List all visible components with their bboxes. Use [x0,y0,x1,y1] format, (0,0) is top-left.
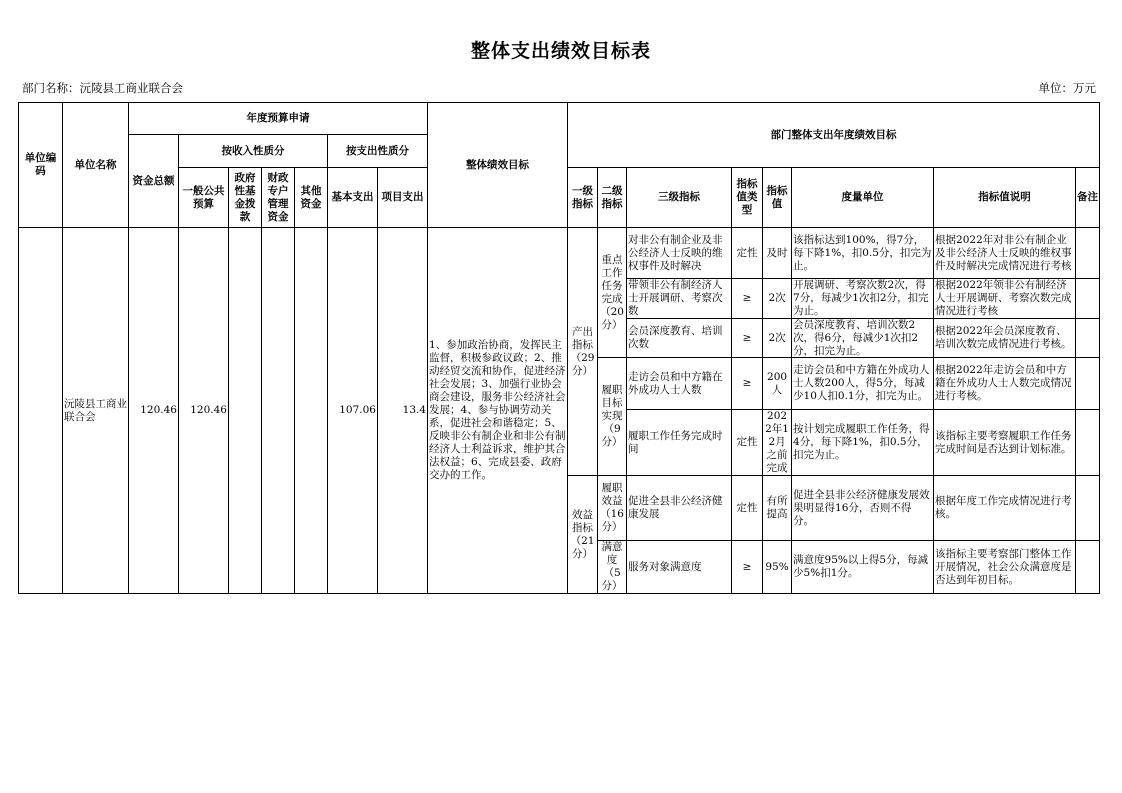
indicator-measure: 按计划完成履职工作任务，得4分，每下降1%，扣0.5分，扣完为止。 [793,423,930,461]
department-name: 部门名称：沅陵县工商业联合会 [22,81,183,95]
indicator-type: ≥ [732,319,763,358]
cell-level2-satisfaction: 满意度（5分） [598,541,627,594]
indicator-desc: 根据年度工作完成情况进行考核。 [935,495,1072,520]
indicator-remark [1076,476,1100,541]
header-value: 指标值 [763,168,792,228]
header-dept-goal: 部门整体支出年度绩效目标 [568,103,1100,168]
cell-level2-key-task: 重点工作任务完成（20分） [598,228,627,358]
indicator-name: 对非公有制企业及非公经济人士反映的维权事件及时解决 [628,233,723,272]
table-row [19,228,1100,279]
indicator-remark [1076,358,1100,410]
indicator-value: 及时 [763,228,792,279]
page-title: 整体支出绩效目标表 [470,40,651,62]
indicator-remark [1076,319,1100,358]
indicator-measure: 开展调研、考察次数2次，得7分，每减少1次扣2分，扣完为止。 [793,279,929,317]
header-special-fund: 财政专户管理资金 [262,168,295,228]
header-overall-goal: 整体绩效目标 [428,103,568,228]
indicator-remark [1076,228,1100,279]
header-annual-budget: 年度预算申请 [129,103,428,135]
header-measure-unit: 度量单位 [792,168,934,228]
indicator-measure: 会员深度教育、培训次数2次，得6分，每减少1次扣2分，扣完为止。 [793,319,919,357]
header-general-budget: 一般公共预算 [179,168,229,228]
header-level1: 一级指标 [568,168,598,228]
indicator-remark [1076,541,1100,594]
header-unit-code: 单位编码 [19,103,63,228]
cell-general-budget: 120.46 [179,228,229,594]
indicator-measure: 该指标达到100%，得7分，每下降1%，扣0.5分，扣完为止。 [793,233,932,272]
indicator-type: ≥ [732,279,763,319]
indicator-type: 定性 [732,228,763,279]
cell-level1-output: 产出指标（29分） [568,228,598,476]
header-project-expense: 项目支出 [378,168,428,228]
indicator-name: 带领非公有制经济人士开展调研、考察次数 [628,279,723,317]
currency-unit: 单位：万元 [1038,81,1096,95]
indicator-value: 2次 [763,279,792,319]
header-remark: 备注 [1076,168,1100,228]
cell-basic-expense: 107.06 [328,228,378,594]
header-value-type: 指标值类型 [732,168,763,228]
header-other-fund: 其他资金 [295,168,328,228]
indicator-name: 会员深度教育、培训次数 [628,325,723,350]
indicator-desc: 根据2022年领非公有制经济人士开展调研、考察次数完成情况进行考核 [935,279,1072,317]
indicator-type: 定性 [732,476,763,541]
cell-total-funds: 120.46 [129,228,179,594]
cell-project-expense: 13.4 [378,228,428,594]
header-by-expense: 按支出性质分 [328,135,428,168]
indicator-measure: 满意度95%以上得5分，每减少5%扣1分。 [793,554,929,579]
indicator-name: 服务对象满意度 [628,560,702,573]
indicator-name: 履职工作任务完成时间 [628,429,723,455]
indicator-value: 2次 [763,319,792,358]
cell-gov-fund [229,228,262,594]
indicator-name: 走访会员和中方籍在外成功人士人数 [628,370,723,396]
indicator-desc: 该指标主要考察履职工作任务完成时间是否达到计划标准。 [935,429,1072,455]
indicator-value: 有所提高 [763,476,792,541]
cell-other-fund [295,228,328,594]
cell-special-fund [262,228,295,594]
indicator-desc: 该指标主要考察部门整体工作开展情况，社会公众满意度是否达到年初目标。 [935,547,1072,586]
indicator-value: 95% [763,541,792,594]
indicator-type: ≥ [732,541,763,594]
header-by-income: 按收入性质分 [179,135,328,168]
indicator-type: ≥ [732,358,763,410]
header-total-funds: 资金总额 [129,135,179,228]
indicator-value: 2022年12月之前完成 [765,410,789,474]
header-value-desc: 指标值说明 [934,168,1076,228]
header-level2: 二级指标 [598,168,627,228]
indicator-measure: 促进全县非公经济健康发展效果明显得16分，否则不得分。 [793,488,930,527]
header-basic-expense: 基本支出 [328,168,378,228]
indicator-value: 200人 [763,358,792,410]
indicator-type: 定性 [732,410,763,476]
cell-level2-duty-impl: 履职目标实现（9分） [598,358,627,476]
indicator-desc: 根据2022年会员深度教育、培训次数完成情况进行考核。 [935,325,1072,350]
indicator-measure: 走访会员和中方籍在外成功人士人数200人，得5分，每减少10人扣0.1分，扣完为止。 [793,364,930,402]
header-unit-name: 单位名称 [63,103,129,228]
cell-unit-name: 沅陵县工商业联合会 [63,228,129,594]
cell-level1-benefit: 效益指标（21分） [568,476,598,594]
cell-unit-code [19,228,63,594]
performance-table [18,102,1100,594]
indicator-desc: 根据2022年走访会员和中方籍在外成功人士人数完成情况进行考核。 [935,364,1072,402]
header-level3: 三级指标 [627,168,732,228]
indicator-remark [1076,410,1100,476]
cell-overall-goal: 1、参加政治协商，发挥民主监督，积极参政议政；2、推动经贸交流和协作，促进经济社会发展；3、加强行业协会商会建设，服务非公经济社会发展；4、参与协调劳动关系，促进社会和谐稳定；5、反映非公有制企业和非公有制经济人士利益诉求，维护其合法权益；6、完成县委、政府交办的工作。 [428,228,568,594]
indicator-remark [1076,279,1100,319]
header-gov-fund: 政府性基金拨款 [229,168,262,228]
cell-level2-duty-effect: 履职效益（16分） [598,476,627,541]
indicator-name: 促进全县非公经济健康发展 [628,495,723,520]
indicator-desc: 根据2022年对非公有制企业及非公经济人士反映的维权事件及时解决完成情况进行考核 [935,233,1072,272]
